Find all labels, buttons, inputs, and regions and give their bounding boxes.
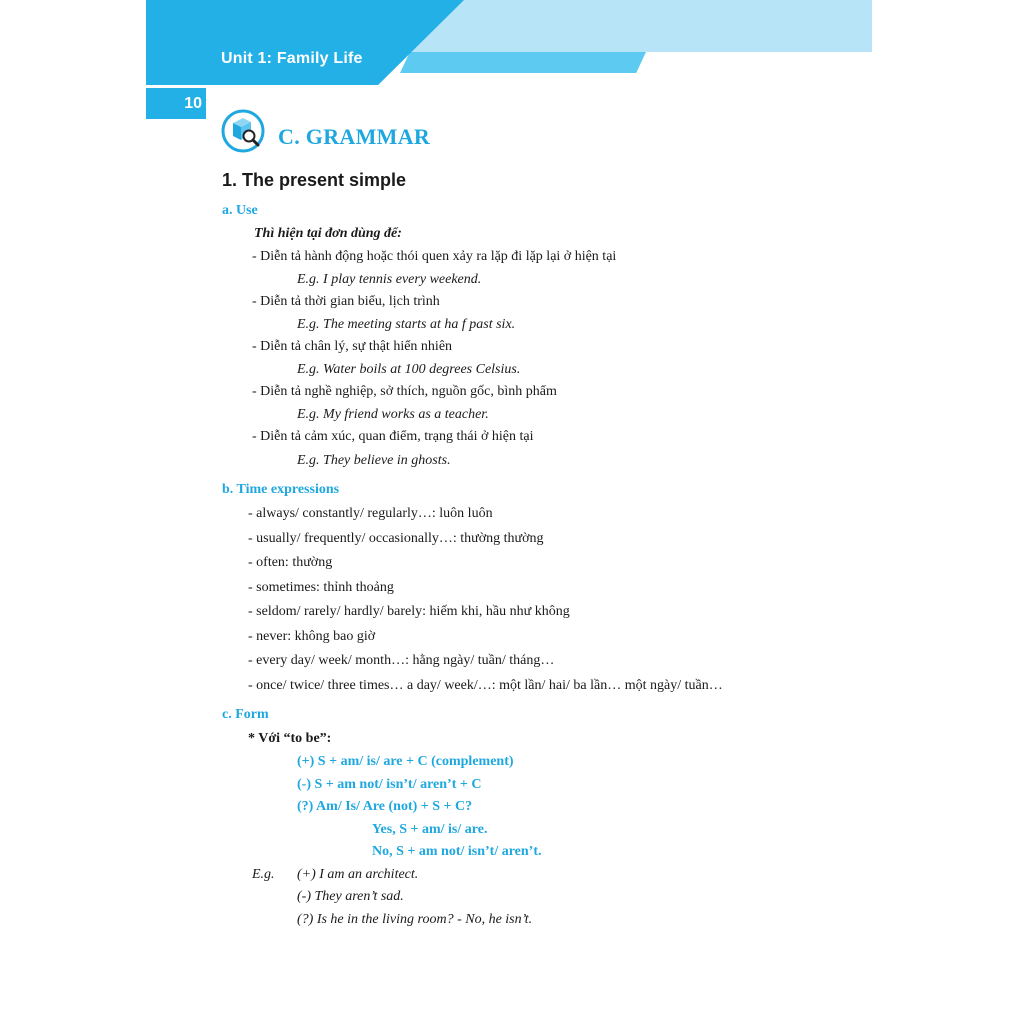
eg-label: E.g. <box>252 867 275 882</box>
use-example: E.g. The meeting starts at ha f past six. <box>297 317 516 332</box>
time-expression: - never: không bao giờ <box>248 629 376 644</box>
time-expression: - every day/ week/ month…: hằng ngày/ tuần/ tháng… <box>248 653 555 668</box>
time-expression: - usually/ frequently/ occasionally…: thường thường <box>248 531 544 546</box>
time-expression: - sometimes: thỉnh thoảng <box>248 580 394 595</box>
use-item: - Diễn tả cảm xúc, quan điểm, trạng thái ở hiện tại <box>252 429 534 444</box>
header-band-mid <box>400 52 646 73</box>
form-affirmative: (+) S + am/ is/ are + C (complement) <box>297 754 514 769</box>
magnifier-cube-icon <box>221 109 265 153</box>
time-expression: - seldom/ rarely/ hardly/ barely: hiếm khi, hầu như không <box>248 604 570 619</box>
section-title: C. GRAMMAR <box>278 124 431 149</box>
form-example: (-) They aren’t sad. <box>297 889 404 904</box>
form-example: (?) Is he in the living room? - No, he isn’t. <box>297 912 533 927</box>
to-be-label: * Với “to be”: <box>248 731 332 746</box>
use-example: E.g. I play tennis every weekend. <box>297 272 482 287</box>
use-label: a. Use <box>222 203 258 218</box>
use-item: - Diễn tả thời gian biểu, lịch trình <box>252 294 440 309</box>
time-expression: - once/ twice/ three times… a day/ week/…: một lần/ hai/ ba lần… một ngày/ tuần… <box>248 678 723 693</box>
time-expression: - often: thường <box>248 555 333 570</box>
use-example: E.g. They believe in ghosts. <box>297 453 451 468</box>
form-negative: (-) S + am not/ isn’t/ aren’t + C <box>297 777 482 792</box>
use-intro: Thì hiện tại đơn dùng để: <box>254 226 402 241</box>
form-yes-answer: Yes, S + am/ is/ are. <box>372 822 488 837</box>
form-question: (?) Am/ Is/ Are (not) + S + C? <box>297 799 473 814</box>
unit-title: Unit 1: Family Life <box>221 50 363 67</box>
use-item: - Diễn tả chân lý, sự thật hiển nhiên <box>252 339 453 354</box>
page-number: 10 <box>146 88 206 119</box>
use-example: E.g. Water boils at 100 degrees Celsius. <box>297 362 521 377</box>
use-example: E.g. My friend works as a teacher. <box>297 407 489 422</box>
form-no-answer: No, S + am not/ isn’t/ aren’t. <box>372 844 542 859</box>
time-expression: - always/ constantly/ regularly…: luôn luôn <box>248 506 493 521</box>
use-item: - Diễn tả hành động hoặc thói quen xảy ra lặp đi lặp lại ở hiện tại <box>252 249 617 264</box>
time-expressions-label: b. Time expressions <box>222 482 340 497</box>
header-band-dark <box>146 0 464 85</box>
lesson-heading: 1. The present simple <box>222 170 407 190</box>
use-item: - Diễn tả nghề nghiệp, sở thích, nguồn gốc, bình phẩm <box>252 384 557 399</box>
form-example: (+) I am an architect. <box>297 867 419 882</box>
form-label: c. Form <box>222 707 269 722</box>
